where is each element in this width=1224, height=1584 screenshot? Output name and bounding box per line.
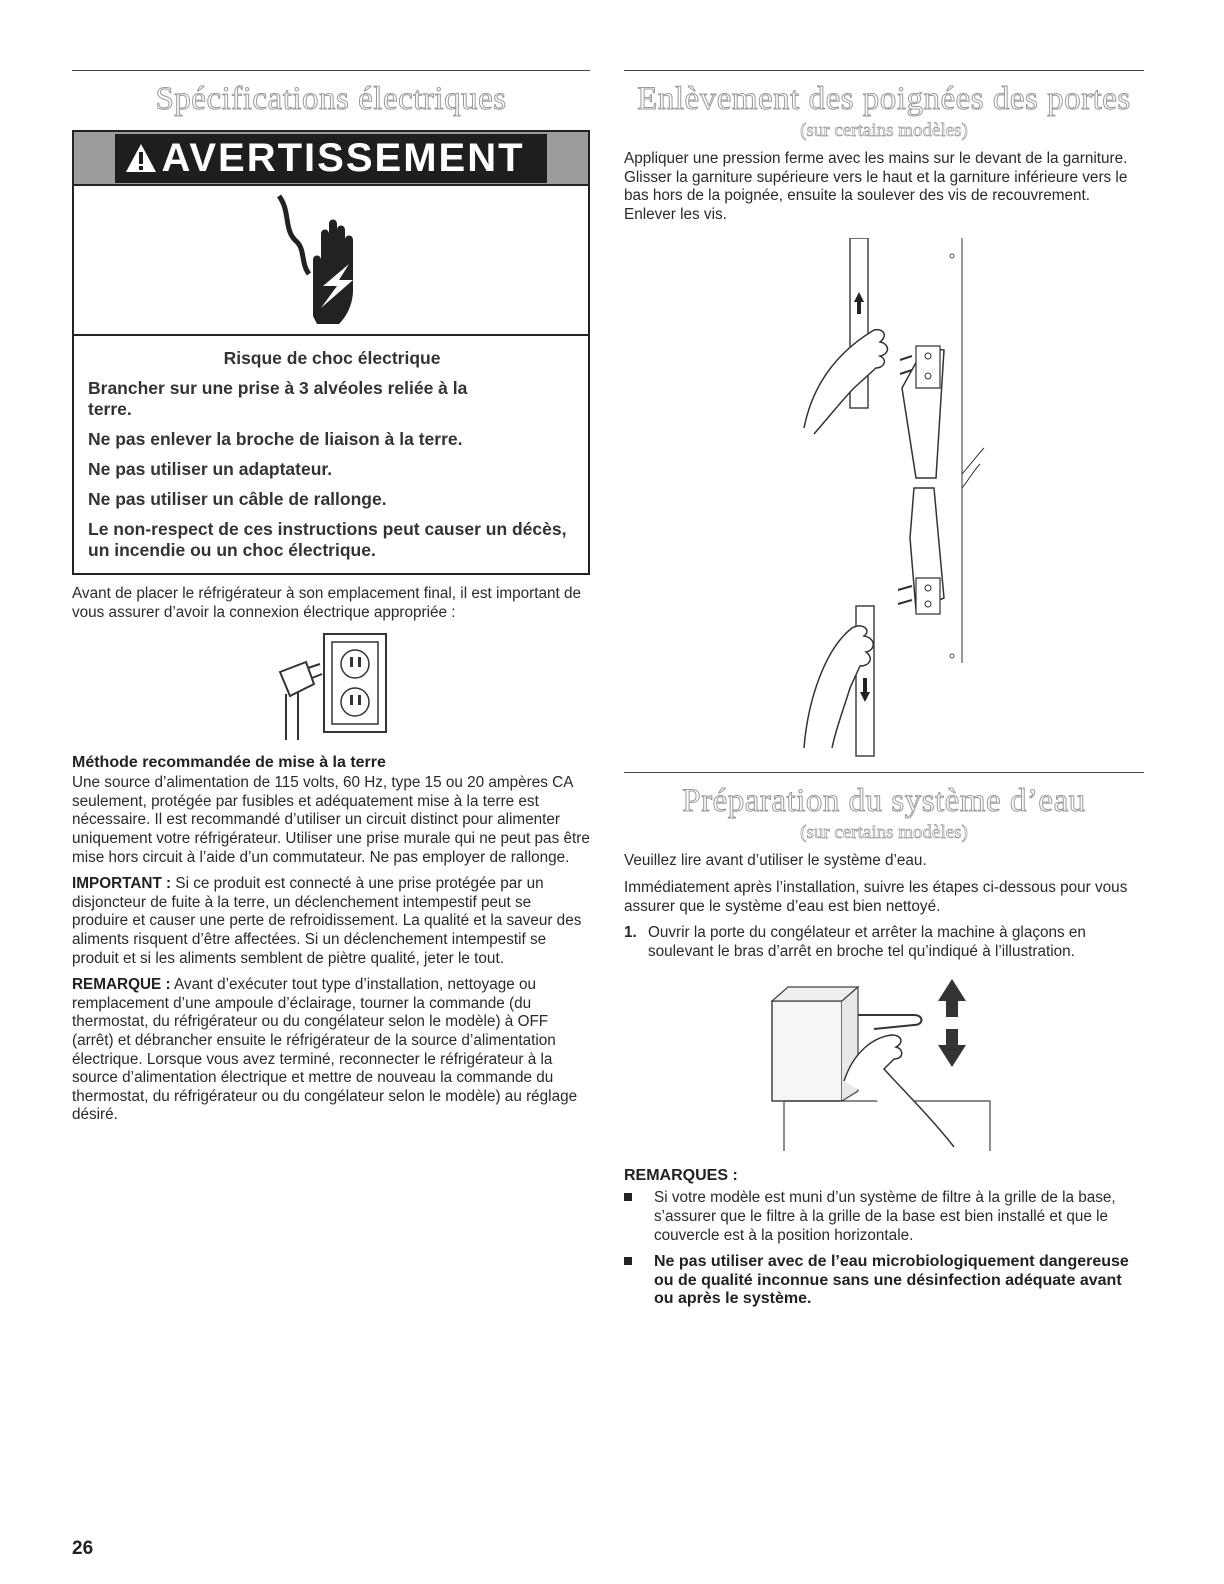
important-text: Si ce produit est connecté à une prise protégée par un disjoncteur de fuite à la terre, un déclenchement intempestif peut se produire et causer une perte de refroidissement. La qualité et la saveur des aliments risquent d’être affectées. Si un déclenchement intempestif se produit et si les aliments semblent de piètre qualité, jeter le tout.	[72, 875, 582, 967]
warning-triangle-icon	[125, 143, 157, 173]
remarque-paragraph	[72, 976, 590, 1125]
warning-risk-title: Risque de choc électrique	[223, 348, 441, 368]
page-number: 26	[72, 1538, 94, 1559]
section-title-water: Préparation du système d’eau	[682, 783, 1086, 820]
warning-box	[72, 130, 590, 575]
grounding-paragraph: Une source d’alimentation de 115 volts, 60 Hz, type 15 ou 20 ampères CA seulement, protégée par fusibles et adéquatement mise à la terre est nécessaire. Il est recommandé d’utiliser un circuit distinct pour alimenter uniquement votre réfrigérateur. Utiliser une prise murale qui ne peut pas être mise hors circuit à l’aide d’un commutateur. Ne pas employer de rallonge.	[72, 774, 590, 866]
step-number: 1.	[624, 924, 637, 942]
water-intro: Veuillez lire avant d’utiliser le système d’eau.	[624, 852, 927, 870]
remarque-text: Avant d’exécuter tout type d’installation, nettoyage ou remplacement d’une ampoule d’éclairage, tourner la commande (du thermostat, du réfrigérateur ou du congélateur selon le modèle) à OFF (arrêt) et débrancher ensuite le réfrigérateur de la source d’alimentation électrique. Lorsque vous avez terminé, reconnecter le réfrigérateur à la source d’alimentation électrique et mettre de nouveau la commande du thermostat, du réfrigérateur ou du congélateur selon le modèle) au réglage désiré.	[72, 976, 578, 1124]
remark-text: Si votre modèle est muni d’un système de filtre à la grille de la base, s’assurer que le filtre à la grille de la base est bien installé et que le couvercle est à la position horizontale.	[654, 1189, 1116, 1244]
warning-line: Le non-respect de ces instructions peut causer un décès, un incendie ou un choc électrique.	[88, 519, 567, 560]
remarque-label: REMARQUE :	[72, 976, 171, 994]
warning-line: Ne pas utiliser un adaptateur.	[88, 459, 333, 479]
warning-line: Brancher sur une prise à 3 alvéoles reliée à la terre.	[88, 378, 468, 419]
water-paragraph: Immédiatement après l’installation, suivre les étapes ci-dessous pour vous assurer que le système d’eau est bien nettoyé.	[624, 878, 1128, 915]
intro-paragraph: Avant de placer le réfrigérateur à son emplacement final, il est important de vous assurer d’avoir la connexion électrique appropriée :	[72, 585, 582, 621]
warning-header	[74, 132, 588, 186]
warning-header-label: AVERTISSEMENT	[161, 135, 525, 180]
section-title-handles: Enlèvement des poignées des portes	[637, 81, 1131, 117]
handles-paragraph: Appliquer une pression ferme avec les mains sur le devant de la garniture. Glisser la garniture supérieure vers le haut et la garniture inférieure vers le bas hors de la poignée, ensuite la soulever des vis de recouvrement. Enlever les vis.	[624, 150, 1128, 223]
remark-item	[624, 1253, 1144, 1309]
divider	[624, 772, 1144, 773]
remark-item	[624, 1189, 1144, 1245]
warning-line: Ne pas utiliser un câble de rallonge.	[88, 489, 387, 509]
shock-hand-figure	[74, 186, 588, 336]
door-handle-removal-figure	[704, 238, 1064, 758]
remarks-heading: REMARQUES :	[624, 1167, 738, 1185]
remark-text: Ne pas utiliser avec de l’eau microbiologiquement dangereuse ou de qualité inconnue sans une désinfection adéquate avant ou après le système.	[654, 1253, 1129, 1308]
section-title-electrical: Spécifications électriques	[155, 81, 507, 117]
outlet-plug-figure	[266, 632, 396, 742]
warning-line: Ne pas enlever la broche de liaison à la terre.	[88, 429, 463, 449]
step-item	[624, 924, 1144, 961]
important-label: IMPORTANT :	[72, 875, 172, 893]
water-subtitle: (sur certains modèles)	[800, 822, 968, 844]
left-column	[72, 70, 590, 1125]
bullet-square-icon	[624, 1257, 632, 1265]
important-paragraph	[72, 875, 590, 968]
bullet-square-icon	[624, 1193, 632, 1201]
right-column	[624, 70, 1144, 1309]
ice-maker-arm-figure	[764, 971, 1004, 1161]
handles-subtitle: (sur certains modèles)	[800, 120, 968, 141]
grounding-heading: Méthode recommandée de mise à la terre	[72, 754, 386, 772]
divider	[624, 70, 1144, 71]
step-text: Ouvrir la porte du congélateur et arrêter la machine à glaçons en soulevant le bras d’arrêt en broche tel qu’indiqué à l’illustration.	[648, 924, 1086, 960]
electric-shock-hand-icon	[261, 190, 401, 330]
divider	[72, 70, 590, 71]
